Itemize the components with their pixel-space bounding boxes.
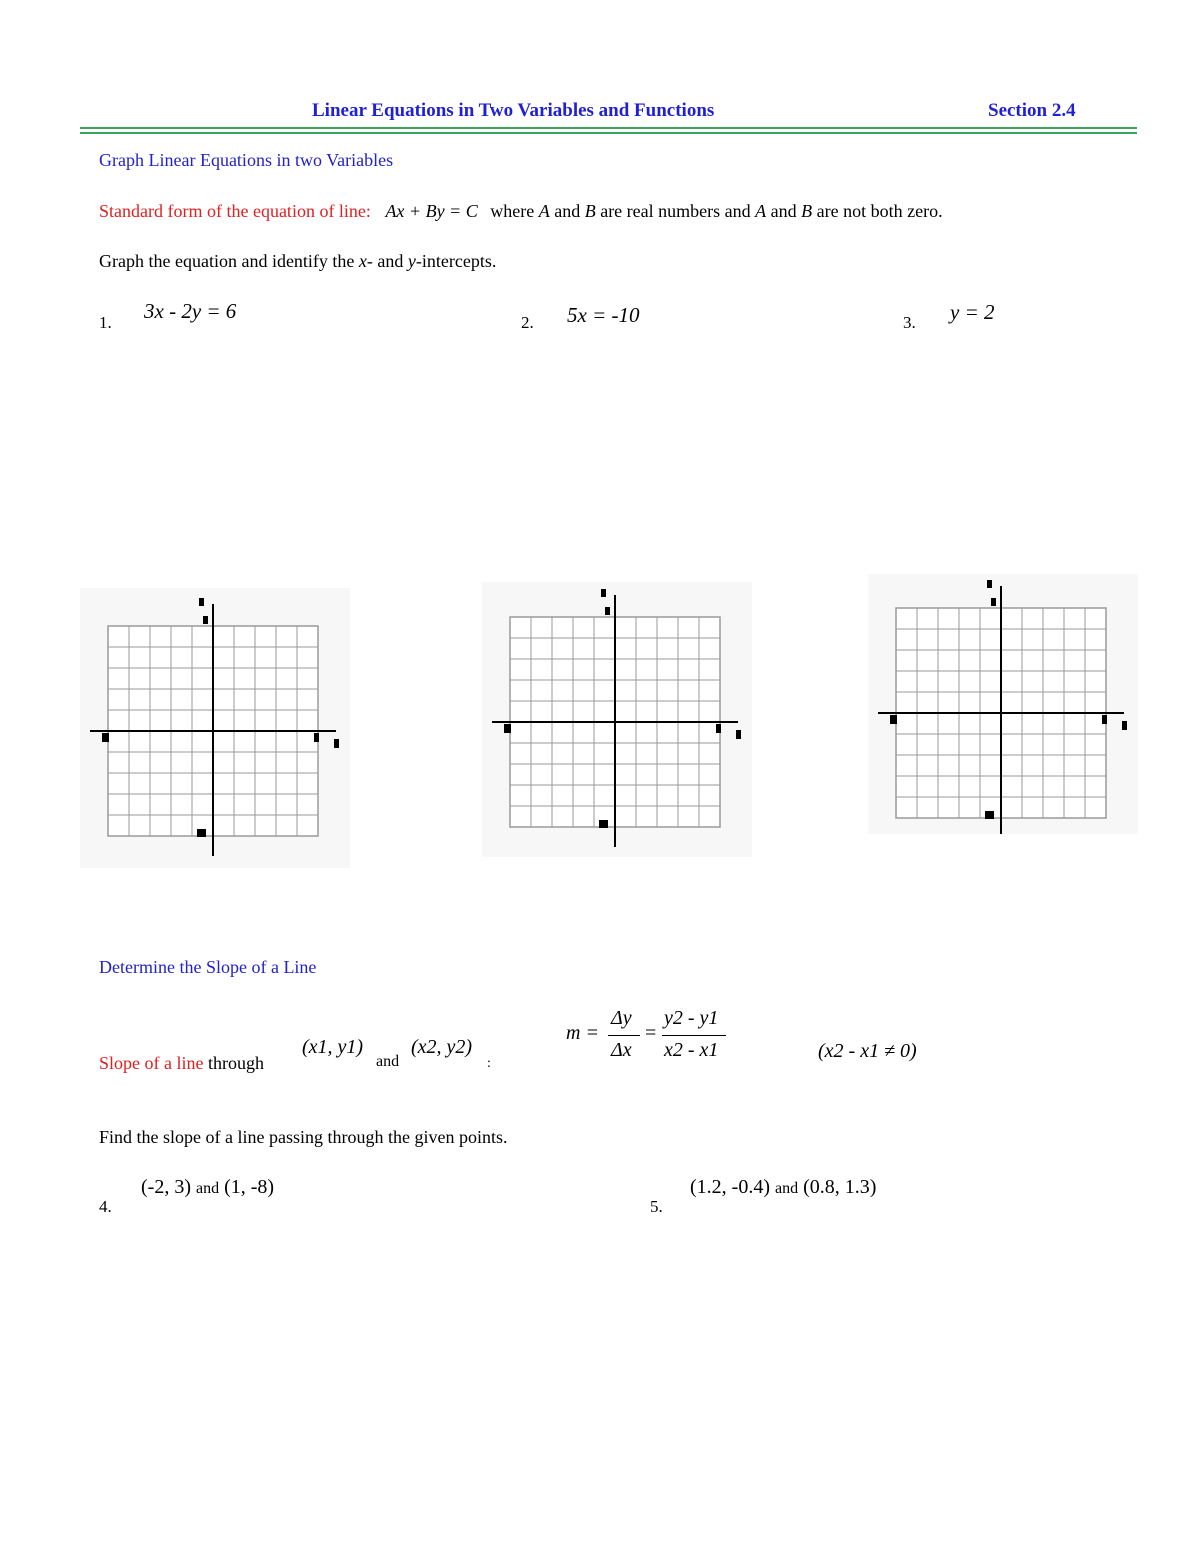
problem-5-point-2: (0.8, 1.3) bbox=[803, 1176, 877, 1198]
standard-form-line bbox=[99, 201, 943, 222]
axis-marker bbox=[1122, 721, 1127, 730]
formula-delta-y: Δy bbox=[611, 1007, 632, 1029]
formula-fraction-bar-1 bbox=[608, 1035, 640, 1036]
axis-marker bbox=[736, 730, 741, 739]
axis-marker bbox=[987, 580, 992, 588]
axis-marker bbox=[102, 733, 109, 742]
problem-1-equation: 3x - 2y = 6 bbox=[144, 299, 237, 323]
standard-form-rest-2: are not both zero. bbox=[816, 201, 943, 221]
problem-1-number: 1. bbox=[99, 313, 112, 332]
coordinate-grid-3 bbox=[868, 574, 1138, 834]
problem-2-equation: 5x = -10 bbox=[567, 303, 640, 327]
section-label: Section 2.4 bbox=[988, 100, 1076, 121]
standard-form-rest-1: are real numbers and bbox=[600, 201, 751, 221]
formula-m: m = bbox=[566, 1022, 599, 1044]
problem-4-point-1: (-2, 3) bbox=[141, 1176, 191, 1198]
graph-section-heading: Graph Linear Equations in two Variables bbox=[99, 150, 394, 170]
slope-and: and bbox=[376, 1053, 400, 1070]
instruction-x: x bbox=[358, 251, 367, 271]
instruction-post: -intercepts. bbox=[415, 251, 497, 271]
slope-instruction: Find the slope of a line passing through the given points. bbox=[99, 1127, 508, 1147]
slope-through: through bbox=[207, 1053, 264, 1073]
standard-form-where: where bbox=[490, 201, 535, 221]
formula-condition: (x2 - x1 ≠ 0) bbox=[818, 1040, 917, 1062]
header-rule-bottom bbox=[80, 132, 1137, 134]
slope-colon: : bbox=[487, 1056, 491, 1071]
axis-marker bbox=[716, 724, 721, 733]
problem-3-number: 3. bbox=[903, 313, 916, 332]
axis-marker bbox=[199, 598, 204, 606]
problem-3-equation: y = 2 bbox=[950, 300, 995, 324]
standard-form-b: B bbox=[584, 201, 596, 221]
problem-5-points bbox=[690, 1176, 876, 1199]
problem-5-and: and bbox=[774, 1180, 799, 1197]
problem-5-point-1: (1.2, -0.4) bbox=[690, 1176, 770, 1198]
formula-fraction-bar-2 bbox=[662, 1035, 726, 1036]
formula-equals: = bbox=[645, 1022, 657, 1044]
axis-marker bbox=[599, 820, 608, 828]
slope-point-2: (x2, y2) bbox=[411, 1036, 473, 1058]
slope-section-heading: Determine the Slope of a Line bbox=[99, 957, 317, 977]
axis-marker bbox=[314, 733, 319, 742]
instruction-y: y bbox=[407, 251, 416, 271]
axis-marker bbox=[1102, 715, 1107, 724]
problem-4-and: and bbox=[195, 1180, 220, 1197]
axis-marker bbox=[985, 811, 994, 819]
standard-form-a: A bbox=[538, 201, 550, 221]
axis-marker bbox=[605, 607, 610, 615]
axis-marker bbox=[890, 715, 897, 724]
standard-form-label: Standard form of the equation of line: bbox=[99, 201, 371, 221]
header-rule-top bbox=[80, 127, 1137, 129]
axis-marker bbox=[197, 829, 206, 837]
coordinate-grid-1 bbox=[80, 588, 350, 868]
standard-form-and-1: and bbox=[554, 201, 581, 221]
standard-form-b-2: B bbox=[801, 201, 813, 221]
standard-form-equation: Ax + By = C bbox=[385, 201, 478, 221]
axis-marker bbox=[203, 616, 208, 624]
slope-label-line bbox=[99, 1053, 264, 1074]
coordinate-grid-2 bbox=[482, 582, 752, 857]
standard-form-a-2: A bbox=[755, 201, 767, 221]
formula-denominator: x2 - x1 bbox=[664, 1039, 719, 1061]
axis-marker bbox=[504, 724, 511, 733]
formula-numerator: y2 - y1 bbox=[664, 1007, 719, 1029]
standard-form-and-2: and bbox=[770, 201, 797, 221]
problem-2-number: 2. bbox=[521, 313, 534, 332]
instruction-pre: Graph the equation and identify the bbox=[99, 251, 355, 271]
problem-4-points bbox=[141, 1176, 274, 1199]
axis-marker bbox=[991, 598, 996, 606]
instruction-mid: - and bbox=[366, 251, 404, 271]
problem-4-point-2: (1, -8) bbox=[224, 1176, 275, 1198]
slope-label: Slope of a line bbox=[99, 1053, 204, 1073]
axis-marker bbox=[601, 589, 606, 597]
problem-5-number: 5. bbox=[650, 1197, 663, 1216]
document-title: Linear Equations in Two Variables and Functions bbox=[312, 100, 715, 121]
problem-4-number: 4. bbox=[99, 1197, 112, 1216]
graph-instruction bbox=[99, 251, 496, 272]
slope-point-1: (x1, y1) bbox=[302, 1036, 364, 1058]
formula-delta-x: Δx bbox=[611, 1039, 632, 1061]
axis-marker bbox=[334, 739, 339, 748]
